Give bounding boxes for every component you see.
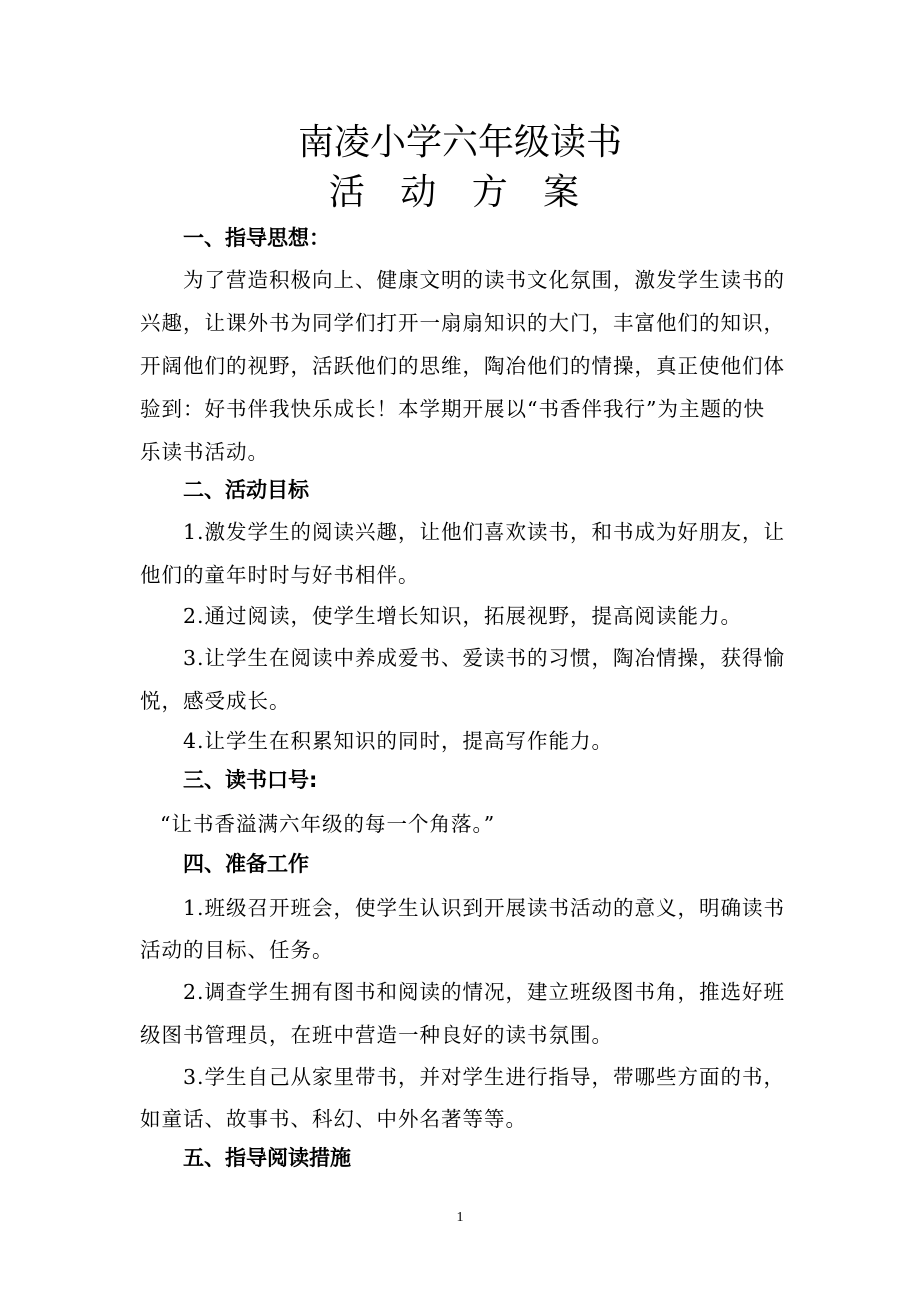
paragraph-line: 级图书管理员，在班中营造一种良好的读书氛围。	[140, 1023, 613, 1047]
paragraph-line: 验到：好书伴我快乐成长！本学期开展以“书香伴我行”为主题的快	[140, 397, 765, 421]
paragraph-line: 1.班级召开班会，使学生认识到开展读书活动的意义，明确读书	[183, 896, 786, 920]
slogan-text: “让书香溢满六年级的每一个角落。”	[160, 812, 496, 836]
document-title: 南凌小学六年级读书	[297, 122, 622, 163]
paragraph-line: 活动的目标、任务。	[140, 938, 334, 962]
paragraph-line: 开阔他们的视野，活跃他们的思维，陶冶他们的情操，真正使他们体	[140, 354, 785, 378]
document-subtitle: 活 动 方 案	[328, 172, 592, 213]
paragraph-line: 2.通过阅读，使学生增长知识，拓展视野，提高阅读能力。	[183, 604, 743, 628]
paragraph-line: 兴趣，让课外书为同学们打开一扇扇知识的大门，丰富他们的知识，	[140, 311, 785, 335]
paragraph-line: 4.让学生在积累知识的同时，提高写作能力。	[183, 729, 614, 753]
paragraph-line: 3.学生自己从家里带书，并对学生进行指导，带哪些方面的书，	[183, 1065, 786, 1089]
section-heading-activity-goals: 二、活动目标	[183, 478, 309, 502]
paragraph-line: 悦，感受成长。	[140, 689, 291, 713]
section-heading-guiding-thought: 一、指导思想：	[183, 226, 330, 250]
paragraph-line: 1.激发学生的阅读兴趣，让他们喜欢读书，和书成为好朋友，让	[183, 520, 786, 544]
paragraph-line: 2.调查学生拥有图书和阅读的情况，建立班级图书角，推选好班	[183, 980, 786, 1004]
section-heading-preparation: 四、准备工作	[183, 852, 309, 876]
page-number: 1	[456, 1210, 464, 1225]
section-heading-reading-measures: 五、指导阅读措施	[183, 1146, 351, 1170]
paragraph-line: 他们的童年时时与好书相伴。	[140, 563, 420, 587]
paragraph-line: 如童话、故事书、科幻、中外名著等等。	[140, 1107, 527, 1131]
section-heading-slogan: 三、读书口号:	[183, 768, 318, 792]
paragraph-line: 3.让学生在阅读中养成爱书、爱读书的习惯，陶冶情操，获得愉	[183, 646, 786, 670]
paragraph-line: 为了营造积极向上、健康文明的读书文化氛围，激发学生读书的	[183, 268, 785, 292]
paragraph-line: 乐读书活动。	[140, 440, 269, 464]
